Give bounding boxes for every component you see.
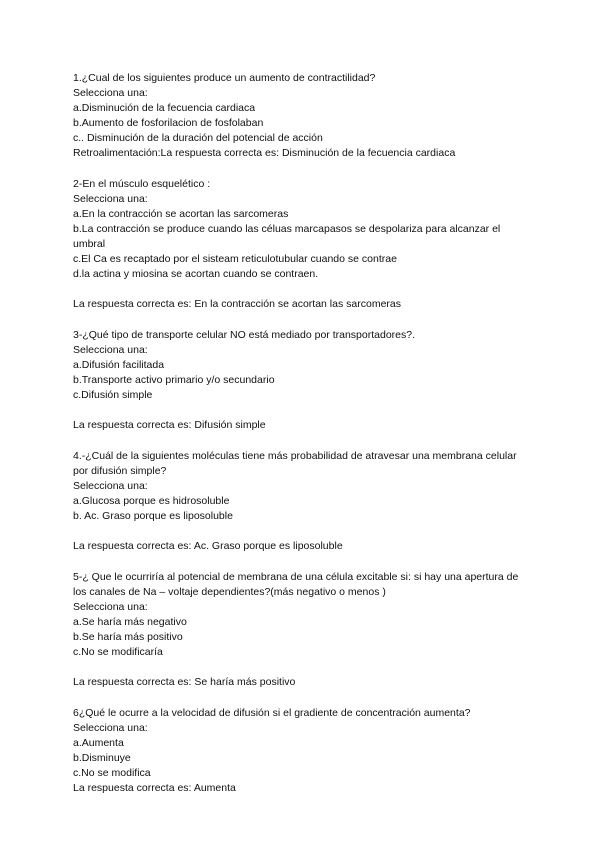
option-d: d.la actina y miosina se acortan cuando se contraen. [73, 268, 319, 280]
question-6 [73, 706, 533, 796]
option-c: c.El Ca es recaptado por el sisteam reticulotubular cuando se contrae [73, 253, 397, 265]
question-text: 4.-¿Cuál de la siguientes moléculas tiene más probabilidad de atravesar una membrana celular por difusión simple? [73, 450, 517, 477]
option-c: c.. Disminución de la duración del potencial de acción [73, 132, 323, 144]
question-2 [73, 177, 533, 312]
select-prompt: Selecciona una: [73, 87, 148, 99]
question-text: 1.¿Cual de los siguientes produce un aumento de contractilidad? [73, 72, 376, 84]
option-b: b.Transporte activo primario y/o secundario [73, 374, 275, 386]
option-a: a.Se haría más negativo [73, 616, 187, 628]
question-text: 6¿Qué le ocurre a la velocidad de difusión si el gradiente de concentración aumenta? [73, 707, 471, 719]
answer-text: La respuesta correcta es: Aumenta [73, 782, 236, 794]
question-text: 2-En el músculo esquelético : [73, 178, 211, 190]
question-1 [73, 71, 533, 161]
answer-text: Retroalimentación:La respuesta correcta es: Disminución de la fecuencia cardiaca [73, 147, 456, 159]
option-a: a.Disminución de la fecuencia cardiaca [73, 102, 256, 114]
select-prompt: Selecciona una: [73, 722, 148, 734]
question-text: 3-¿Qué tipo de transporte celular NO está mediado por transportadores?. [73, 329, 416, 341]
question-3 [73, 328, 533, 433]
option-b: b. Ac. Graso porque es liposoluble [73, 510, 233, 522]
answer-text: La respuesta correcta es: En la contracción se acortan las sarcomeras [73, 298, 401, 310]
option-a: a.En la contracción se acortan las sarcomeras [73, 208, 289, 220]
answer-text: La respuesta correcta es: Ac. Graso porque es liposoluble [73, 540, 343, 552]
select-prompt: Selecciona una: [73, 344, 148, 356]
option-b: b.Aumento de fosforilacion de fosfolaban [73, 117, 264, 129]
option-a: a.Aumenta [73, 737, 124, 749]
question-5 [73, 570, 533, 690]
option-c: c.Difusión simple [73, 389, 153, 401]
option-c: c.No se modifica [73, 767, 151, 779]
option-a: a.Difusión facilitada [73, 359, 165, 371]
option-b: b.Se haría más positivo [73, 631, 183, 643]
option-c: c.No se modificaría [73, 646, 163, 658]
document-page [73, 71, 533, 796]
option-b: b.La contracción se produce cuando las céluas marcapasos se despolariza para alcanzar el umbral [73, 223, 501, 250]
select-prompt: Selecciona una: [73, 480, 148, 492]
option-a: a.Glucosa porque es hidrosoluble [73, 495, 230, 507]
select-prompt: Selecciona una: [73, 193, 148, 205]
select-prompt: Selecciona una: [73, 601, 148, 613]
answer-text: La respuesta correcta es: Difusión simple [73, 419, 266, 431]
option-b: b.Disminuye [73, 752, 131, 764]
question-text: 5-¿ Que le ocurriría al potencial de membrana de una célula excitable si: si hay una apertura de los canales de Na – voltaje dependientes?(más negativo o menos ) [73, 571, 519, 598]
question-4 [73, 449, 533, 554]
answer-text: La respuesta correcta es: Se haría más positivo [73, 676, 296, 688]
